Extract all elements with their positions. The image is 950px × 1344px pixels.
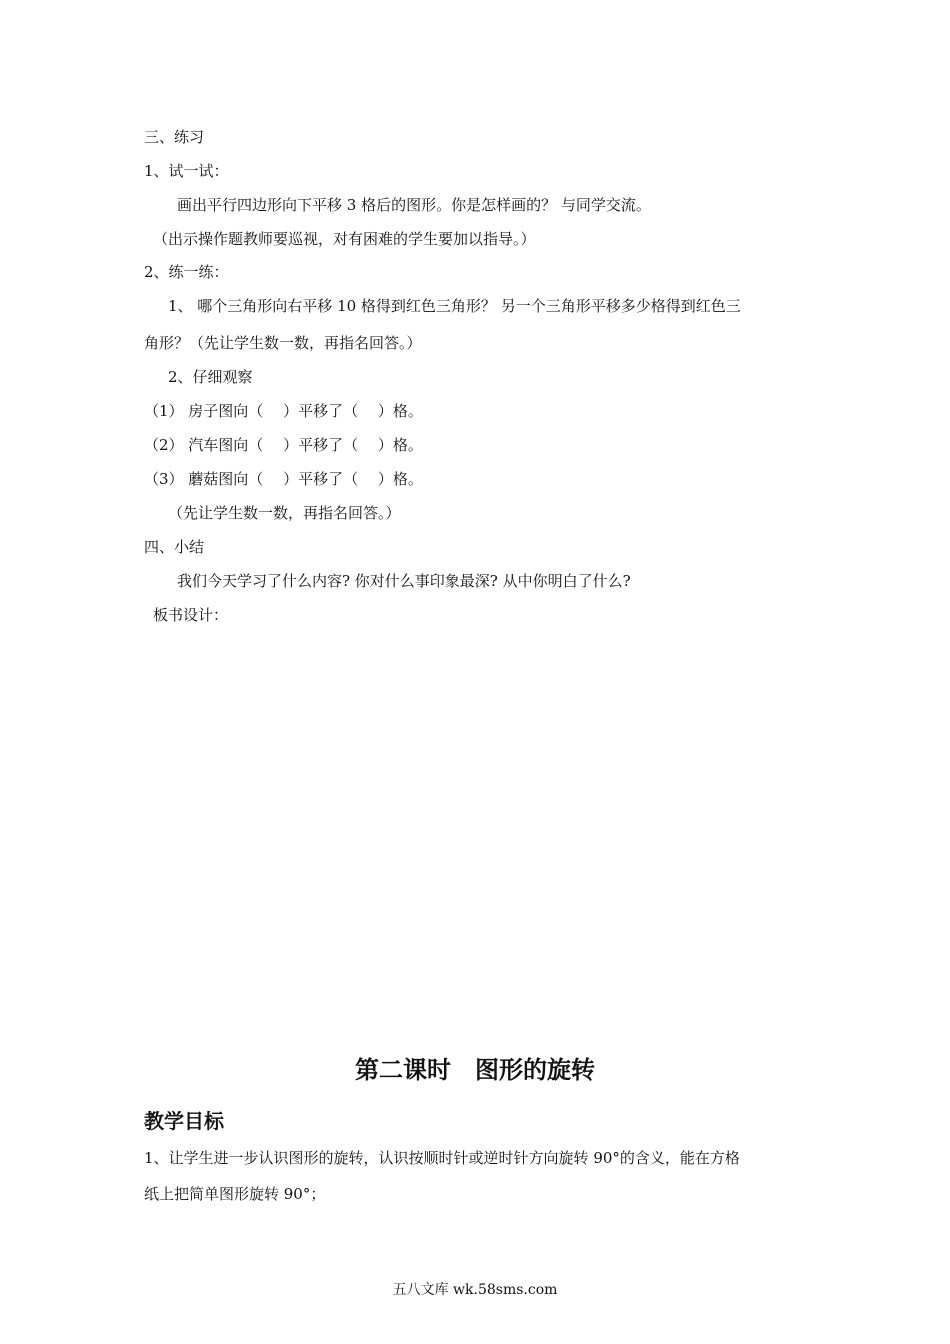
lesson-title: 第二课时 图形的旋转 xyxy=(355,1056,595,1084)
footer-watermark: 五八文库 wk.58sms.com xyxy=(392,1282,558,1298)
goal-1-line-2: 纸上把简单图形旋转 90°； xyxy=(144,1185,326,1203)
question-2-label: 2、仔细观察 xyxy=(168,368,253,386)
board-design-label: 板书设计： xyxy=(153,606,229,624)
try-task: 画出平行四边形向下平移 3 格后的图形。你是怎样画的？ 与同学交流。 xyxy=(177,196,651,214)
try-note: （出示操作题教师要巡视，对有困难的学生要加以指导。） xyxy=(153,230,536,248)
list-item: （3） 蘑菇图向（ ）平移了（ ）格。 xyxy=(144,470,423,488)
items-note: （先让学生数一数，再指名回答。） xyxy=(168,504,401,522)
practice-label: 2、练一练： xyxy=(144,263,229,281)
list-item: （2） 汽车图向（ ）平移了（ ）格。 xyxy=(144,436,423,454)
goals-heading: 教学目标 xyxy=(144,1109,224,1133)
try-label: 1、试一试： xyxy=(144,162,229,180)
practice-heading: 三、练习 xyxy=(144,128,205,146)
summary-text: 我们今天学习了什么内容? 你对什么事印象最深? 从中你明白了什么? xyxy=(177,572,631,590)
list-item: （1） 房子图向（ ）平移了（ ）格。 xyxy=(144,402,423,420)
question-1-line-1: 1、 哪个三角形向右平移 10 格得到红色三角形？ 另一个三角形平移多少格得到红色三 xyxy=(168,297,741,315)
question-1-line-2: 角形？（先让学生数一数，再指名回答。） xyxy=(144,334,422,352)
summary-heading: 四、小结 xyxy=(144,538,205,556)
goal-1-line-1: 1、让学生进一步认识图形的旋转，认识按顺时针或逆时针方向旋转 90°的含义，能在方格 xyxy=(144,1149,740,1167)
